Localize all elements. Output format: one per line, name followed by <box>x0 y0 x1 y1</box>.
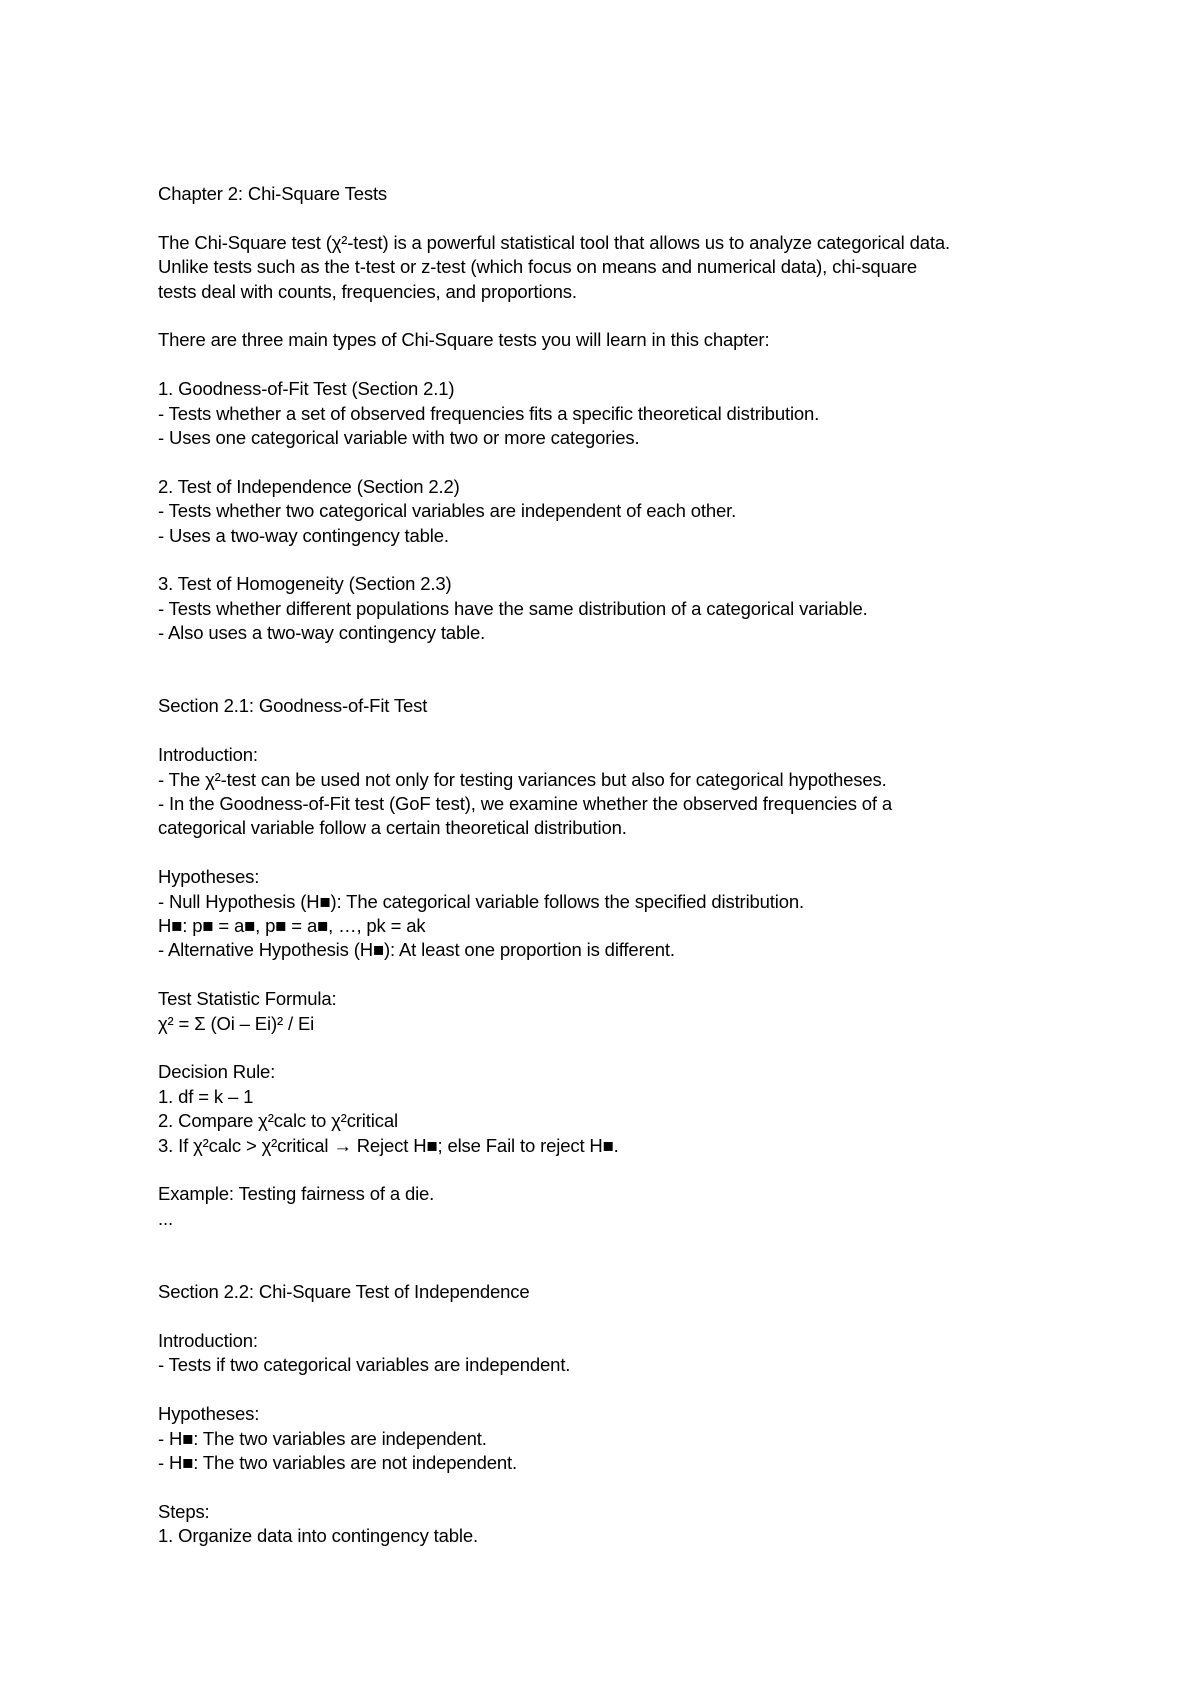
section-21-title: Section 2.1: Goodness-of-Fit Test <box>158 695 428 717</box>
document-page <box>158 182 1148 1549</box>
type-1-title: 1. Goodness-of-Fit Test (Section 2.1) <box>158 378 455 400</box>
section-22-intro-line-1: - Tests if two categorical variables are independent. <box>158 1354 571 1376</box>
section-22-step-1: 1. Organize data into contingency table. <box>158 1525 479 1547</box>
section-22-hypothesis-null: - H■: The two variables are independent. <box>158 1427 487 1449</box>
section-21-decision-step-1: 1. df = k – 1 <box>158 1085 254 1107</box>
section-21-decision-step-2: 2. Compare χ²calc to χ²critical <box>158 1110 398 1132</box>
intro-line-1: The Chi-Square test (χ²-test) is a powerful statistical tool that allows us to analyze categorical data. <box>158 231 951 253</box>
type-2-point-2: - Uses a two-way contingency table. <box>158 524 449 546</box>
section-21-example: Example: Testing fairness of a die. <box>158 1183 435 1205</box>
type-3-title: 3. Test of Homogeneity (Section 2.3) <box>158 573 452 595</box>
section-21-decision-heading: Decision Rule: <box>158 1061 276 1083</box>
section-22-intro-heading: Introduction: <box>158 1329 258 1351</box>
section-22-title: Section 2.2: Chi-Square Test of Independence <box>158 1281 530 1303</box>
section-21-intro-line-1: - The χ²-test can be used not only for testing variances but also for categorical hypotheses. <box>158 768 887 790</box>
section-22-hypothesis-alt: - H■: The two variables are not independent. <box>158 1451 518 1473</box>
section-21-hypothesis-null-formula: H■: p■ = a■, p■ = a■, …, pk = ak <box>158 915 426 937</box>
type-1-point-1: - Tests whether a set of observed frequencies fits a specific theoretical distribution. <box>158 402 820 424</box>
section-21-decision-step-3: 3. If χ²calc > χ²critical → Reject H■; else Fail to reject H■. <box>158 1134 619 1156</box>
section-21-hypotheses-heading: Hypotheses: <box>158 866 260 888</box>
section-22-hypotheses-heading: Hypotheses: <box>158 1403 260 1425</box>
type-3-point-2: - Also uses a two-way contingency table. <box>158 622 486 644</box>
section-21-formula-heading: Test Statistic Formula: <box>158 988 337 1010</box>
intro-line-2: Unlike tests such as the t-test or z-test (which focus on means and numerical data), chi-square <box>158 256 917 278</box>
section-21-intro-line-2: - In the Goodness-of-Fit test (GoF test), we examine whether the observed frequencies of a <box>158 793 893 815</box>
intro-line-3: tests deal with counts, frequencies, and proportions. <box>158 280 577 302</box>
section-21-hypothesis-null: - Null Hypothesis (H■): The categorical variable follows the specified distribution. <box>158 890 805 912</box>
type-3-point-1: - Tests whether different populations have the same distribution of a categorical variable. <box>158 597 868 619</box>
type-1-point-2: - Uses one categorical variable with two or more categories. <box>158 427 640 449</box>
types-intro: There are three main types of Chi-Square tests you will learn in this chapter: <box>158 329 770 351</box>
type-2-point-1: - Tests whether two categorical variables are independent of each other. <box>158 500 737 522</box>
type-2-title: 2. Test of Independence (Section 2.2) <box>158 475 460 497</box>
section-21-ellipsis: ... <box>158 1207 173 1229</box>
section-21-intro-line-3: categorical variable follow a certain theoretical distribution. <box>158 817 627 839</box>
section-21-formula: χ² = Σ (Oi – Ei)² / Ei <box>158 1012 315 1034</box>
chapter-title: Chapter 2: Chi-Square Tests <box>158 183 388 204</box>
section-21-intro-heading: Introduction: <box>158 744 258 766</box>
section-22-steps-heading: Steps: <box>158 1500 210 1522</box>
section-21-hypothesis-alt: - Alternative Hypothesis (H■): At least one proportion is different. <box>158 939 675 961</box>
